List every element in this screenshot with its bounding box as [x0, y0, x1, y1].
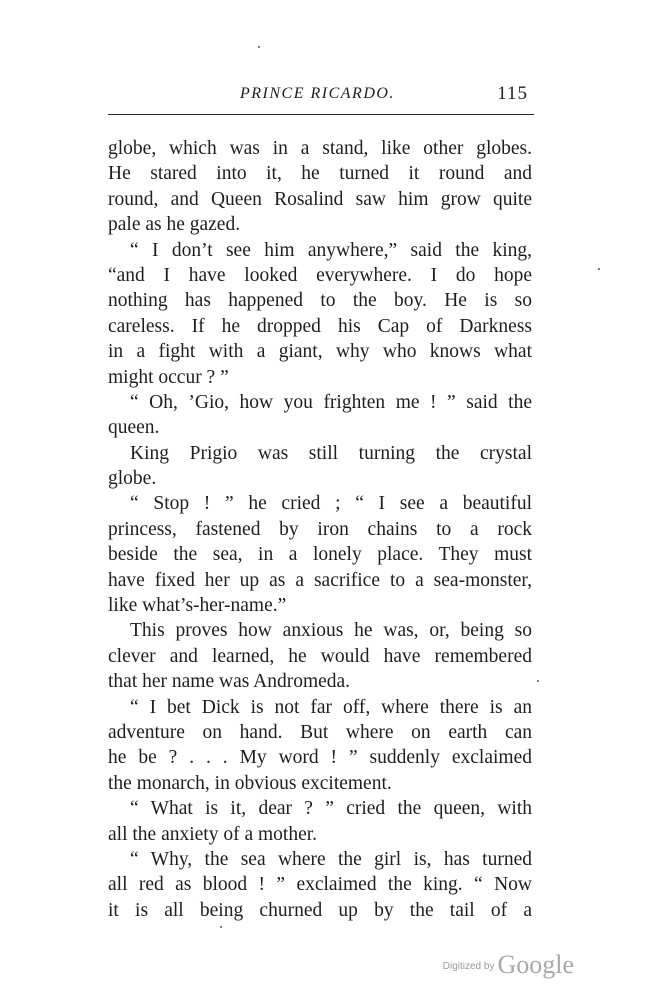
text-line: He stared into it, he turned it round and: [108, 163, 532, 185]
digitized-watermark: [443, 950, 574, 980]
page-number: 115: [497, 83, 528, 104]
text-line: This proves how anxious he was, or, being so: [130, 620, 532, 642]
digitized-label: Digitized by: [442, 961, 495, 972]
text-line: “ I don’t see him anywhere,” said the king,: [130, 239, 532, 261]
text-line: have fixed her up as a sacrifice to a sea-monster,: [108, 569, 532, 591]
text-line: “ Why, the sea where the girl is, has turned: [130, 848, 532, 870]
text-line: princess, fastened by iron chains to a rock: [108, 518, 532, 540]
text-line: all red as blood ! ” exclaimed the king. “ Now: [108, 874, 532, 896]
running-title: PRINCE RICARDO.: [240, 85, 395, 102]
text-line: it is all being churned up by the tail of a: [108, 899, 532, 921]
text-line: careless. If he dropped his Cap of Darkness: [108, 315, 532, 337]
text-line: King Prigio was still turning the crystal: [130, 442, 532, 464]
text-line: globe.: [108, 468, 157, 490]
scan-speck: [598, 268, 600, 270]
text-line: nothing has happened to the boy. He is so: [108, 290, 532, 312]
text-line: might occur ? ”: [108, 366, 229, 388]
body-text: [108, 136, 532, 923]
scan-speck: [258, 46, 260, 48]
text-line: like what’s-her-name.”: [108, 595, 287, 617]
scan-speck: [537, 680, 539, 682]
text-line: all the anxiety of a mother.: [108, 823, 318, 845]
scan-speck: [220, 926, 222, 928]
text-line: “ Oh, ’Gio, how you frighten me ! ” said the: [130, 391, 532, 413]
text-line: adventure on hand. But where on earth can: [108, 721, 532, 743]
text-line: “and I have looked everywhere. I do hope: [108, 264, 532, 286]
text-line: “ I bet Dick is not far off, where there is an: [130, 696, 532, 718]
text-line: queen.: [108, 417, 160, 439]
text-line: the monarch, in obvious excitement.: [108, 772, 392, 794]
page-header: [108, 82, 534, 112]
text-line: “ What is it, dear ? ” cried the queen, with: [130, 798, 532, 820]
text-line: in a fight with a giant, why who knows what: [108, 341, 532, 363]
text-line: that her name was Andromeda.: [108, 671, 351, 693]
text-line: beside the sea, in a lonely place. They must: [108, 544, 532, 566]
text-line: he be ? . . . My word ! ” suddenly exclaimed: [108, 747, 532, 769]
text-line: clever and learned, he would have remembered: [108, 645, 532, 667]
text-line: round, and Queen Rosalind saw him grow quite: [108, 188, 532, 210]
text-line: “ Stop ! ” he cried ; “ I see a beautiful: [130, 493, 532, 515]
text-line: pale as he gazed.: [108, 214, 241, 236]
text-line: globe, which was in a stand, like other globes.: [108, 138, 532, 159]
header-rule: [108, 114, 534, 115]
google-logo: Google: [497, 950, 574, 979]
